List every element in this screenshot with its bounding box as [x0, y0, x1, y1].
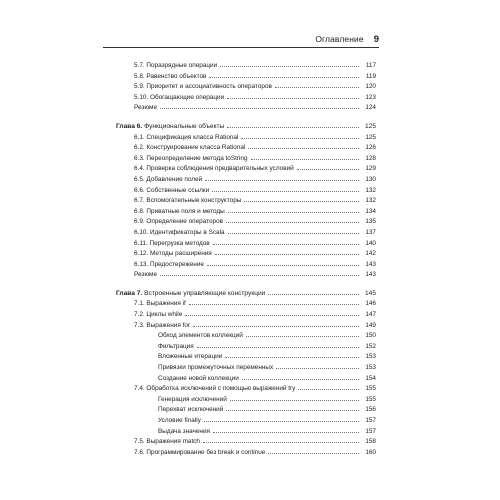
dot-leader — [160, 102, 359, 109]
entry-title: 6.3. Переопределение метода toString — [134, 154, 251, 164]
entry-title: Фильтрация — [158, 342, 197, 352]
page-number: 142 — [365, 250, 376, 258]
page-number: 149 — [365, 321, 376, 329]
entry-title: 7.4. Обработка исключений с помощью выражений try — [134, 384, 298, 394]
page-number: 135 — [365, 218, 376, 226]
toc-chapter-entry[interactable] — [116, 288, 376, 299]
dot-leader — [241, 132, 359, 139]
dot-leader — [220, 60, 359, 67]
toc-subsection-entry[interactable] — [116, 341, 376, 352]
page-number: 156 — [365, 406, 376, 414]
page-number: 157 — [365, 427, 376, 435]
chapter-name: Функциональные объекты — [144, 122, 225, 130]
page-number: 132 — [365, 186, 376, 194]
page-number: 160 — [365, 448, 376, 456]
toc-group — [116, 288, 376, 458]
entry-title: Условие finally — [158, 416, 204, 426]
header-page-number: 9 — [373, 33, 379, 45]
entry-title: 6.12. Методы расширения — [134, 249, 215, 259]
entry-title: 7.3. Выражения for — [134, 321, 193, 331]
toc-section-entry[interactable] — [116, 269, 376, 280]
page-number: 123 — [365, 93, 376, 101]
toc-section-entry[interactable] — [116, 320, 376, 331]
page-number: 125 — [364, 122, 376, 130]
entry-title: 6.8. Приватные поля и методы — [134, 207, 228, 217]
page-number: 117 — [365, 62, 376, 69]
dot-leader — [246, 330, 359, 337]
dot-leader — [213, 238, 359, 245]
entry-title: 5.9. Приоритет и ассоциативность операторов — [134, 82, 275, 92]
page-number: 130 — [365, 175, 376, 183]
entry-title: 5.8. Равенство объектов — [134, 72, 209, 82]
page-number: 119 — [365, 72, 376, 80]
page-number: 153 — [365, 353, 376, 361]
toc-subsection-entry[interactable] — [116, 362, 376, 373]
toc-subsection-entry[interactable] — [116, 404, 376, 415]
dot-leader — [197, 341, 359, 348]
entry-title: Перехват исключений — [158, 405, 226, 415]
dot-leader — [205, 174, 359, 181]
dot-leader — [227, 121, 359, 128]
toc-section-entry[interactable] — [116, 185, 376, 196]
dot-leader — [228, 206, 359, 213]
entry-title: Вложенные итерации — [158, 352, 225, 362]
dot-leader — [204, 415, 359, 422]
page-number: 154 — [365, 374, 376, 382]
toc-subsection-entry[interactable] — [116, 330, 376, 341]
toc-group — [116, 60, 376, 113]
dot-leader — [275, 81, 359, 88]
toc-section-entry[interactable] — [116, 309, 376, 320]
toc-section-entry[interactable] — [116, 92, 376, 103]
chapter-name: Встроенные управляющие конструкции — [144, 289, 266, 297]
page-number: 124 — [365, 104, 376, 112]
dot-leader — [160, 269, 359, 276]
entry-title: Генерация исключений — [158, 395, 230, 405]
dot-leader — [268, 288, 359, 295]
entry-title: 6.2. Конструирование класса Rational — [134, 143, 248, 153]
toc-section-entry[interactable] — [116, 216, 376, 227]
entry-title: 6.5. Добавление полей — [134, 175, 205, 185]
dot-leader — [298, 383, 359, 390]
dot-leader — [248, 142, 359, 149]
toc-section-entry[interactable] — [116, 238, 376, 249]
toc-section-entry[interactable] — [116, 383, 376, 394]
entry-title: 6.7. Вспомогательные конструкторы — [134, 196, 244, 206]
toc-subsection-entry[interactable] — [116, 426, 376, 437]
header-title: Оглавление — [315, 34, 364, 44]
toc-section-entry[interactable] — [116, 71, 376, 82]
toc-subsection-entry[interactable] — [116, 351, 376, 362]
entry-title: 6.4. Проверка соблюдения предварительных условий — [134, 164, 297, 174]
entry-title: 6.11. Перегрузка методов — [134, 239, 213, 249]
page-number: 129 — [365, 165, 376, 173]
dot-leader — [242, 373, 359, 380]
toc-subsection-entry[interactable] — [116, 415, 376, 426]
page-number: 120 — [365, 83, 376, 91]
page-number: 125 — [365, 133, 376, 141]
entry-title: 6.6. Собственные ссылки — [134, 186, 212, 196]
page-number: 153 — [365, 364, 376, 372]
toc-section-entry[interactable] — [116, 153, 376, 164]
toc-group — [116, 121, 376, 280]
page-number: 140 — [365, 239, 376, 247]
page-number: 134 — [365, 207, 376, 215]
dot-leader — [189, 298, 359, 305]
page-number: 137 — [365, 228, 376, 236]
toc-section-entry[interactable] — [116, 195, 376, 206]
toc-chapter-entry[interactable] — [116, 121, 376, 132]
page-number: 150 — [365, 332, 376, 340]
dot-leader — [207, 259, 359, 266]
dot-leader — [193, 320, 359, 327]
toc-subsection-entry[interactable] — [116, 394, 376, 405]
chapter-number: Глава 7. — [116, 289, 143, 297]
entry-title: 7.2. Циклы while — [134, 310, 185, 320]
entry-title: 7.6. Программирование без break и continue — [134, 448, 268, 458]
entry-title: Привязки промежуточных переменных — [158, 363, 276, 373]
dot-leader — [209, 71, 359, 78]
page-number: 152 — [365, 342, 376, 350]
dot-leader — [276, 362, 359, 369]
chapter-title — [116, 289, 268, 299]
dot-leader — [268, 447, 359, 454]
dot-leader — [297, 163, 359, 170]
dot-leader — [225, 351, 359, 358]
dot-leader — [213, 426, 359, 433]
dot-leader — [230, 394, 359, 401]
toc-section-entry[interactable] — [116, 81, 376, 92]
toc-section-entry[interactable] — [116, 227, 376, 238]
dot-leader — [226, 216, 359, 223]
entry-title: Резюме — [134, 270, 160, 280]
toc-section-entry[interactable] — [116, 174, 376, 185]
running-header — [103, 31, 379, 48]
chapter-title — [116, 122, 227, 132]
dot-leader — [185, 309, 359, 316]
page-number: 143 — [365, 260, 376, 268]
toc-section-entry[interactable] — [116, 447, 376, 458]
page-number: 158 — [365, 438, 376, 446]
entry-title: 6.9. Определение операторов — [134, 217, 226, 227]
dot-leader — [215, 248, 359, 255]
toc-section-entry[interactable] — [116, 298, 376, 309]
chapter-number: Глава 6. — [116, 122, 143, 130]
page-number: 143 — [365, 271, 376, 279]
page-number: 157 — [365, 417, 376, 424]
dot-leader — [226, 404, 359, 411]
toc-section-entry[interactable] — [116, 102, 376, 113]
entry-title: Резюме — [134, 103, 160, 113]
toc-section-entry[interactable] — [116, 248, 376, 259]
entry-title: 6.13. Предостережение — [134, 260, 207, 270]
page-number: 126 — [365, 144, 376, 152]
entry-title: 6.1. Спецификация класса Rational — [134, 133, 241, 143]
entry-title: 6.10. Идентификаторы в Scala — [134, 228, 228, 238]
dot-leader — [244, 195, 359, 202]
entry-title: Создание новой коллекции — [158, 374, 242, 384]
entry-title: 7.5. Выражения match — [134, 437, 203, 447]
toc-subsection-entry[interactable] — [116, 373, 376, 384]
entry-title: 7.1. Выражения if — [134, 299, 189, 309]
entry-title: 5.7. Поразрядные операции — [134, 61, 220, 71]
toc-section-entry[interactable] — [116, 142, 376, 153]
toc-section-entry[interactable] — [116, 259, 376, 270]
toc-section-entry[interactable] — [116, 163, 376, 174]
dot-leader — [251, 153, 359, 160]
page-number: 132 — [365, 197, 376, 205]
dot-leader — [228, 227, 359, 234]
entry-title: Обход элементов коллекций — [158, 331, 246, 341]
dot-leader — [227, 92, 359, 99]
entry-title: 5.10. Обогащающие операции — [134, 93, 227, 103]
page-number: 145 — [364, 289, 376, 297]
page-number: 146 — [365, 300, 376, 308]
entry-title: Выдача значения — [158, 427, 213, 437]
page-number: 128 — [365, 154, 376, 162]
page-number: 155 — [365, 395, 376, 403]
dot-leader — [203, 436, 359, 443]
toc-section-entry[interactable] — [116, 436, 376, 447]
dot-leader — [212, 185, 359, 192]
table-of-contents — [116, 60, 376, 457]
toc-section-entry[interactable] — [116, 206, 376, 217]
page-number: 155 — [365, 385, 376, 393]
toc-section-entry[interactable] — [116, 132, 376, 143]
toc-section-entry[interactable] — [116, 60, 376, 71]
page-number: 147 — [365, 311, 376, 319]
